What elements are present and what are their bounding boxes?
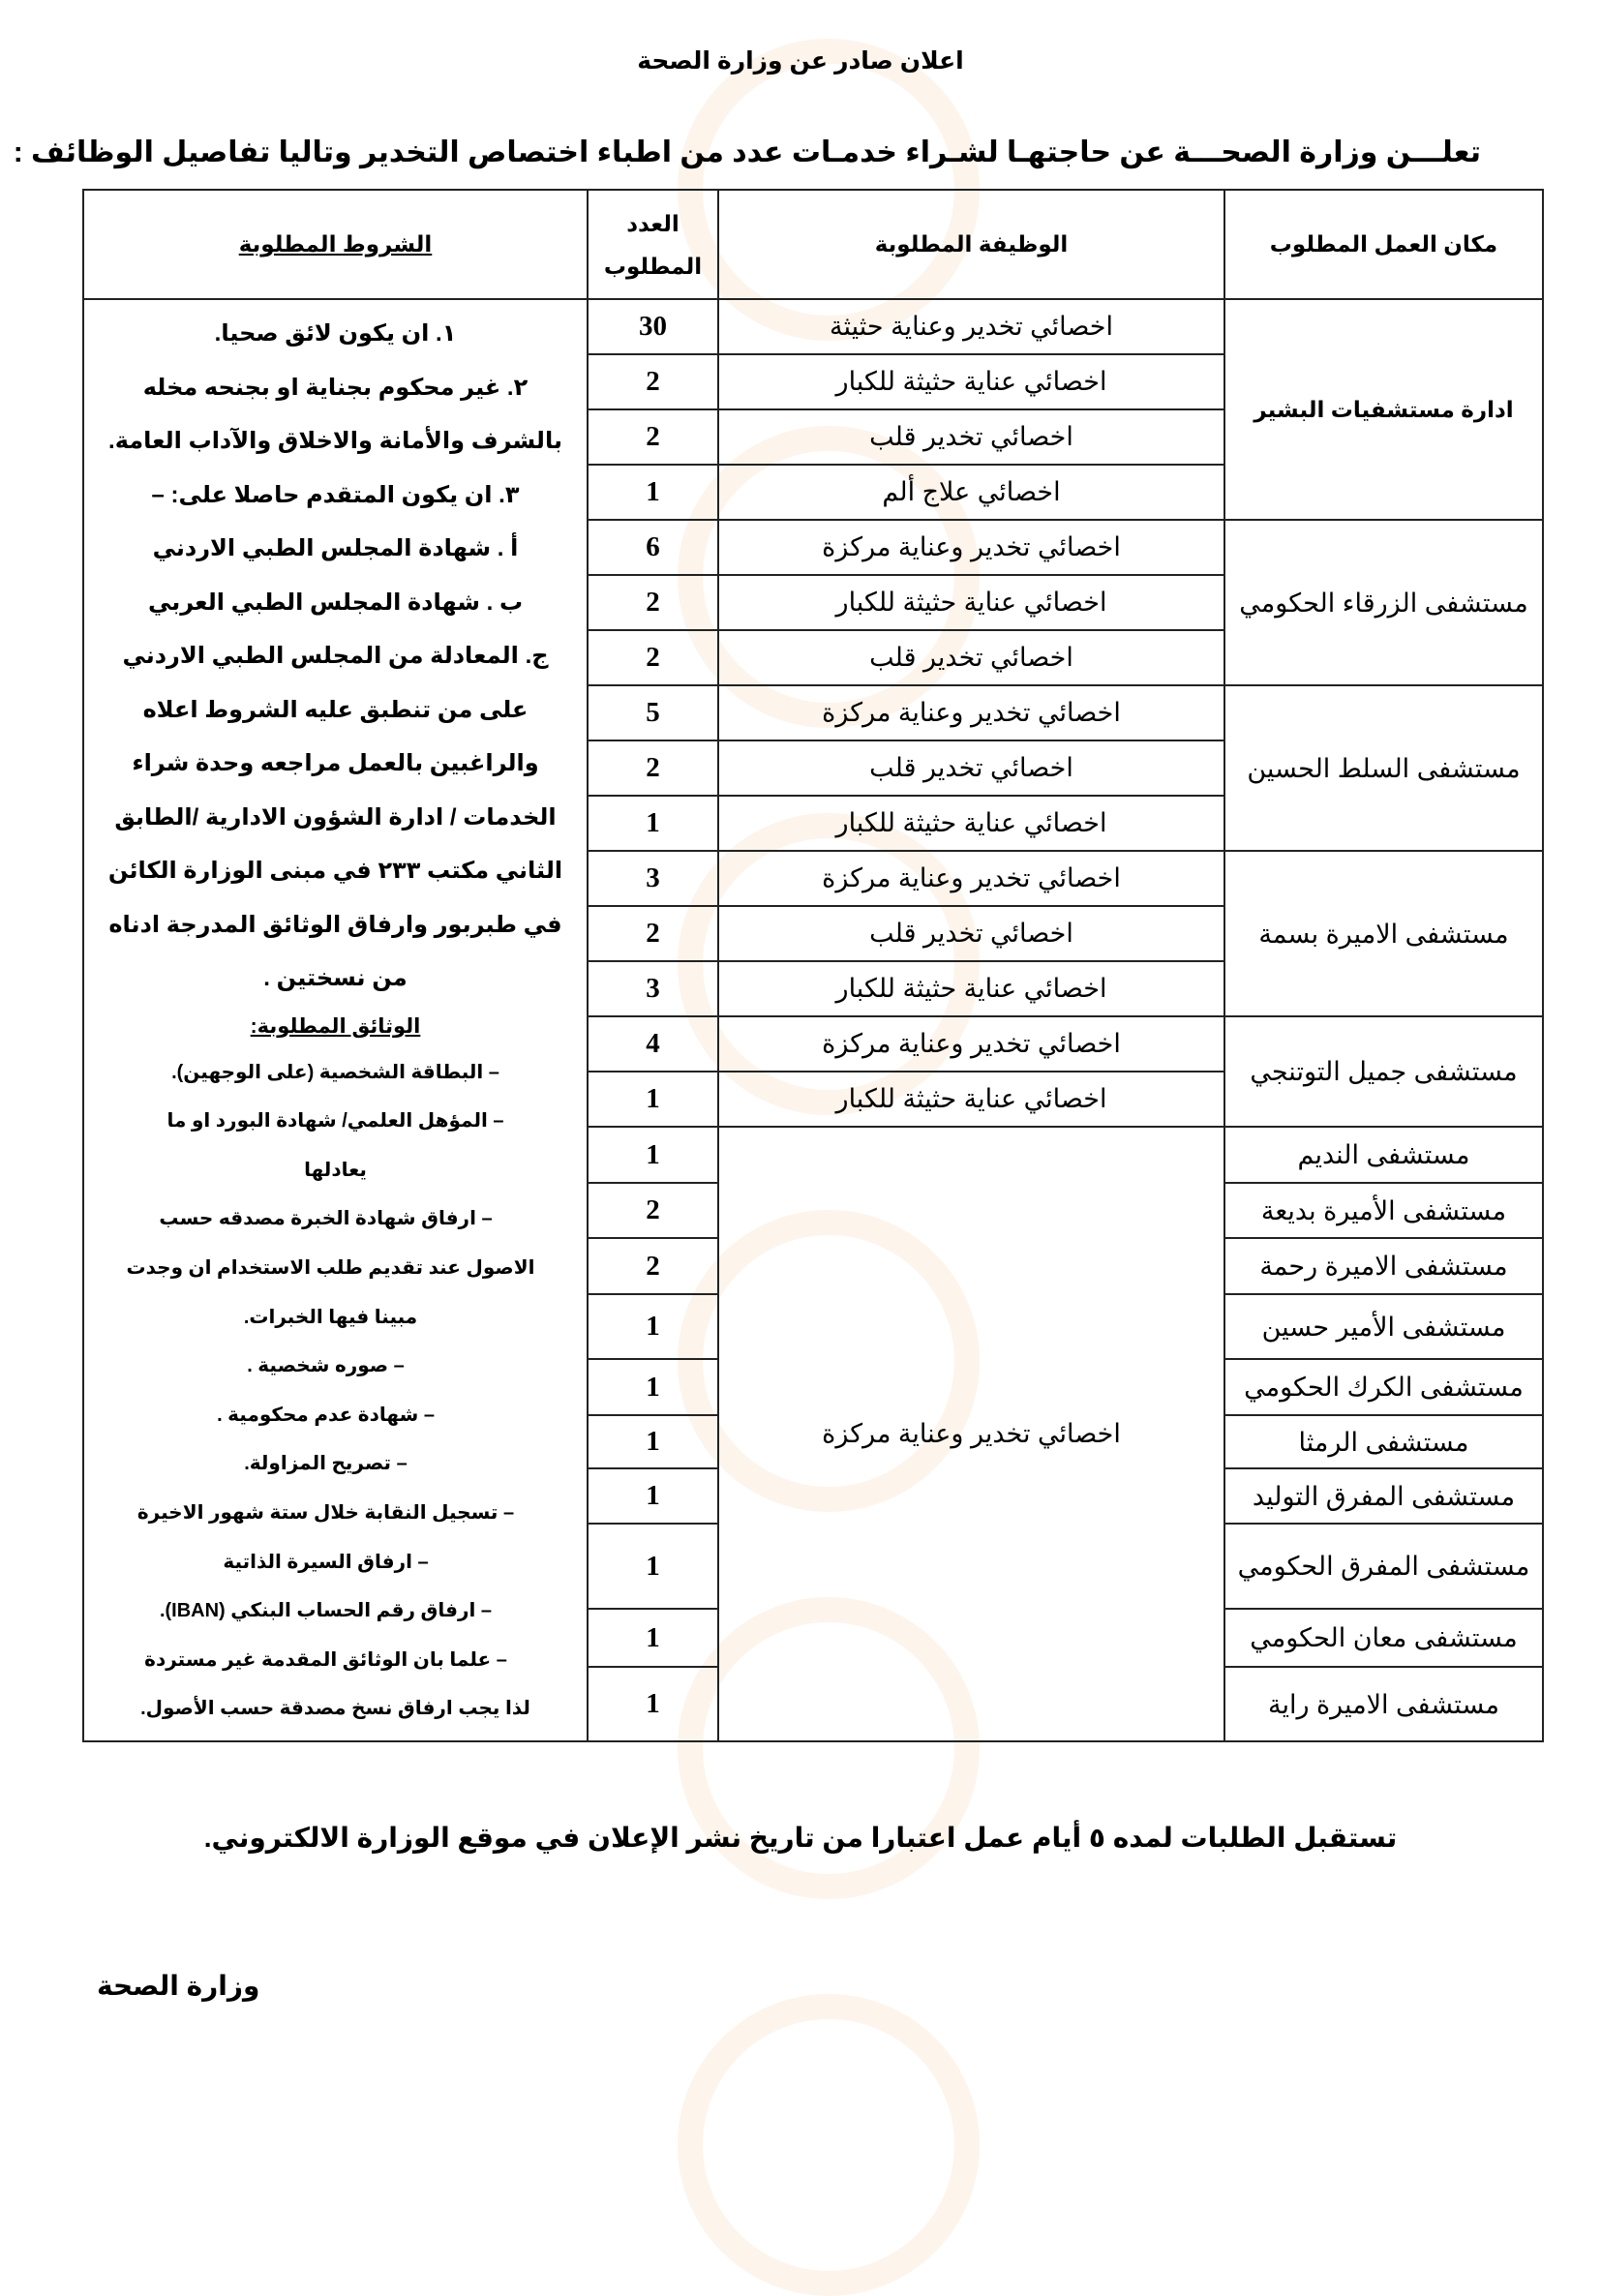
- condition-line: على من تنطبق عليه الشروط اعلاه: [142, 696, 529, 723]
- required-count-cell: 2: [588, 630, 718, 685]
- watermark-clock-icon: [678, 1994, 980, 2296]
- workplace-cell: ادارة مستشفيات البشير: [1224, 299, 1543, 520]
- count-header-line: العدد: [626, 210, 680, 236]
- required-count-cell: 2: [588, 354, 718, 409]
- required-count-cell: 1: [588, 1415, 718, 1468]
- condition-line: والراغبين بالعمل مراجعه وحدة شراء: [132, 750, 539, 777]
- document-item: يعادلها: [304, 1159, 367, 1181]
- condition-line: في طبربور وارفاق الوثائق المدرجة ادناه: [108, 911, 562, 938]
- announcement-intro: تعلـــن وزارة الصحـــة عن حاجتهـا لشـراء خدمـات عدد من اطباء اختصاص التخدير وتاليا تفاصيل الوظائف :: [13, 136, 1481, 168]
- workplace-cell: مستشفى معان الحكومي: [1224, 1609, 1543, 1667]
- required-count-cell: 2: [588, 740, 718, 796]
- required-count-cell: 2: [588, 906, 718, 961]
- required-count-cell: 1: [588, 1294, 718, 1359]
- job-title-cell: اخصائي تخدير وعناية حثيثة: [718, 299, 1224, 354]
- condition-line: من نسختين .: [263, 965, 408, 992]
- job-title-cell: اخصائي تخدير وعناية مركزة: [718, 685, 1224, 740]
- required-count-cell: 1: [588, 796, 718, 851]
- workplace-cell: مستشفى الاميرة راية: [1224, 1667, 1543, 1741]
- document-item: – ارفاق السيرة الذاتية: [223, 1551, 429, 1573]
- conditions-cell: [83, 299, 588, 1741]
- condition-line: بالشرف والأمانة والاخلاق والآداب العامة.: [108, 428, 562, 455]
- document-item: – البطاقة الشخصية (على الوجهين).: [171, 1061, 499, 1083]
- table-header-row: [83, 190, 1543, 299]
- required-count-cell: 3: [588, 961, 718, 1016]
- required-count-cell: 1: [588, 1667, 718, 1741]
- document-item: – شهادة عدم محكومية .: [217, 1404, 435, 1426]
- ministry-signature: وزارة الصحة: [97, 1971, 260, 2001]
- job-title-cell: اخصائي تخدير قلب: [718, 740, 1224, 796]
- condition-line: ب . شهادة المجلس الطبي العربي: [147, 589, 524, 616]
- job-title-cell: اخصائي تخدير وعناية مركزة: [718, 851, 1224, 906]
- job-title-cell: اخصائي تخدير قلب: [718, 409, 1224, 465]
- workplace-cell: مستشفى الاميرة بسمة: [1224, 851, 1543, 1016]
- document-item: – ارفاق رقم الحساب البنكي (IBAN).: [159, 1600, 493, 1622]
- count-header-line: المطلوب: [603, 253, 703, 279]
- job-title-cell: اخصائي تخدير وعناية مركزة: [718, 1127, 1224, 1741]
- required-count-cell: 1: [588, 1468, 718, 1524]
- required-count-cell: 2: [588, 575, 718, 630]
- workplace-cell: مستشفى الأميرة بديعة: [1224, 1183, 1543, 1238]
- workplace-cell: مستشفى الرمثا: [1224, 1415, 1543, 1468]
- condition-line: ٣. ان يكون المتقدم حاصلا على: –: [151, 481, 520, 508]
- condition-line: ١. ان يكون لائق صحيا.: [214, 320, 457, 347]
- job-title-cell: اخصائي علاج ألم: [718, 465, 1224, 520]
- job-title-cell: اخصائي عناية حثيثة للكبار: [718, 1072, 1224, 1127]
- required-count-cell: 4: [588, 1016, 718, 1072]
- required-count-cell: 1: [588, 1127, 718, 1183]
- table-row: [83, 299, 1543, 354]
- job-title-cell: اخصائي تخدير قلب: [718, 906, 1224, 961]
- job-title-cell: اخصائي عناية حثيثة للكبار: [718, 961, 1224, 1016]
- required-count-cell: 1: [588, 1359, 718, 1415]
- required-count-cell: 2: [588, 1238, 718, 1294]
- job-title-cell: اخصائي تخدير قلب: [718, 630, 1224, 685]
- document-item: – تصريح المزاولة.: [244, 1453, 408, 1475]
- workplace-cell: مستشفى المفرق التوليد: [1224, 1468, 1543, 1524]
- document-item: – المؤهل العلمي/ شهادة البورد او ما: [166, 1110, 504, 1133]
- column-header-place: مكان العمل المطلوب: [1224, 190, 1543, 299]
- required-count-cell: 1: [588, 1072, 718, 1127]
- announcement-title: اعلان صادر عن وزارة الصحة: [637, 47, 964, 75]
- condition-line: الثاني مكتب ٢٣٣ في مبنى الوزارة الكائن: [107, 858, 563, 885]
- workplace-cell: مستشفى جميل التوتنجي: [1224, 1016, 1543, 1127]
- document-item: – تسجيل النقابة خلال ستة شهور الاخيرة: [136, 1501, 515, 1524]
- job-title-cell: اخصائي عناية حثيثة للكبار: [718, 575, 1224, 630]
- document-item: – علما بان الوثائق المقدمة غير مستردة: [144, 1648, 507, 1671]
- job-title-cell: اخصائي عناية حثيثة للكبار: [718, 796, 1224, 851]
- column-header-conditions: الشروط المطلوبة: [83, 190, 588, 299]
- required-count-cell: 3: [588, 851, 718, 906]
- job-title-cell: اخصائي تخدير وعناية مركزة: [718, 520, 1224, 575]
- document-item: مبينا فيها الخبرات.: [243, 1306, 418, 1328]
- required-count-cell: 2: [588, 1183, 718, 1238]
- required-count-cell: 6: [588, 520, 718, 575]
- condition-line: أ . شهادة المجلس الطبي الاردني: [152, 535, 519, 562]
- job-title-cell: اخصائي تخدير وعناية مركزة: [718, 1016, 1224, 1072]
- condition-line: ج. المعادلة من المجلس الطبي الاردني: [122, 643, 549, 670]
- workplace-cell: مستشفى الكرك الحكومي: [1224, 1359, 1543, 1415]
- column-header-job: الوظيفة المطلوبة: [718, 190, 1224, 299]
- required-count-cell: 2: [588, 409, 718, 465]
- required-count-cell: 1: [588, 465, 718, 520]
- workplace-cell: مستشفى الاميرة رحمة: [1224, 1238, 1543, 1294]
- job-title-cell: اخصائي عناية حثيثة للكبار: [718, 354, 1224, 409]
- required-count-cell: 5: [588, 685, 718, 740]
- document-item: الاصول عند تقديم طلب الاستخدام ان وجدت: [126, 1256, 535, 1279]
- required-count-cell: 30: [588, 299, 718, 354]
- document-item: لذا يجب ارفاق نسخ مصدقة حسب الأصول.: [140, 1698, 530, 1720]
- jobs-table: [82, 189, 1544, 1742]
- required-count-cell: 1: [588, 1524, 718, 1609]
- condition-line: الخدمات / ادارة الشؤون الادارية /الطابق: [114, 803, 557, 831]
- document-item: – ارفاق شهادة الخبرة مصدقه حسب: [159, 1208, 493, 1230]
- column-header-count: [588, 190, 718, 299]
- workplace-cell: مستشفى الأمير حسين: [1224, 1294, 1543, 1359]
- workplace-cell: مستشفى السلط الحسين: [1224, 685, 1543, 851]
- condition-line: ٢. غير محكوم بجناية او بجنحه مخله: [142, 374, 529, 401]
- applications-notice: تستقبل الطلبات لمده ٥ أيام عمل اعتبارا من تاريخ نشر الإعلان في موقع الوزارة الالكتروني.: [203, 1823, 1398, 1853]
- documents-heading: الوثائق المطلوبة:: [250, 1014, 421, 1038]
- workplace-cell: مستشفى النديم: [1224, 1127, 1543, 1183]
- workplace-cell: مستشفى الزرقاء الحكومي: [1224, 520, 1543, 685]
- document-item: – صوره شخصية .: [247, 1355, 405, 1377]
- workplace-cell: مستشفى المفرق الحكومي: [1224, 1524, 1543, 1609]
- required-count-cell: 1: [588, 1609, 718, 1667]
